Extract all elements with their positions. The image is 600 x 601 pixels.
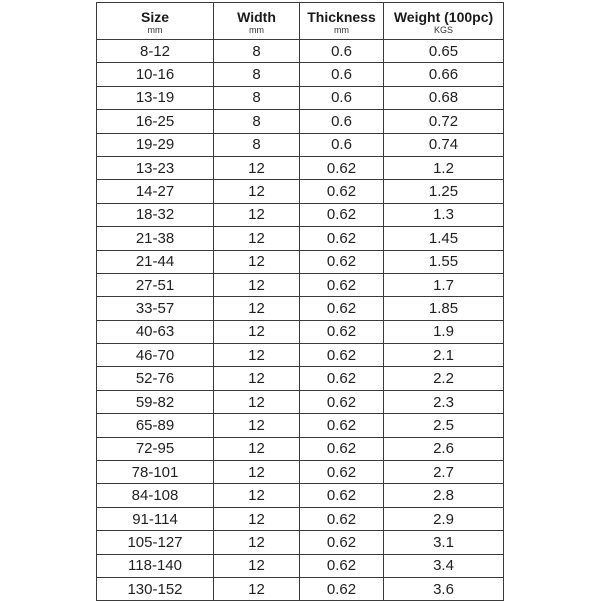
size-cell: 21-38 — [97, 227, 214, 250]
size-cell: 52-76 — [97, 367, 214, 390]
width-cell: 12 — [214, 320, 300, 343]
thickness-cell: 0.62 — [300, 203, 384, 226]
thickness-cell: 0.62 — [300, 484, 384, 507]
size-cell: 18-32 — [97, 203, 214, 226]
weight-cell: 3.1 — [384, 531, 504, 554]
weight-cell: 2.3 — [384, 390, 504, 413]
thickness-cell: 0.62 — [300, 320, 384, 343]
width-cell: 8 — [214, 133, 300, 156]
table-row — [97, 484, 504, 507]
table-row — [97, 273, 504, 296]
thickness-cell: 0.6 — [300, 86, 384, 109]
table-row — [97, 461, 504, 484]
table-row — [97, 344, 504, 367]
size-cell: 46-70 — [97, 344, 214, 367]
table-row — [97, 320, 504, 343]
thickness-cell: 0.62 — [300, 414, 384, 437]
width-cell: 12 — [214, 203, 300, 226]
thickness-cell: 0.6 — [300, 63, 384, 86]
weight-cell: 2.1 — [384, 344, 504, 367]
weight-cell: 0.72 — [384, 110, 504, 133]
size-cell: 84-108 — [97, 484, 214, 507]
size-cell: 65-89 — [97, 414, 214, 437]
size-cell: 105-127 — [97, 531, 214, 554]
width-cell: 12 — [214, 577, 300, 600]
thickness-cell: 0.6 — [300, 133, 384, 156]
header-row — [97, 3, 504, 40]
table-row — [97, 180, 504, 203]
weight-cell: 3.6 — [384, 577, 504, 600]
table-row — [97, 507, 504, 530]
size-cell: 19-29 — [97, 133, 214, 156]
weight-cell: 2.9 — [384, 507, 504, 530]
header-width — [214, 3, 300, 40]
table-row — [97, 437, 504, 460]
weight-cell: 2.7 — [384, 461, 504, 484]
width-cell: 12 — [214, 344, 300, 367]
size-cell: 10-16 — [97, 63, 214, 86]
size-cell: 33-57 — [97, 297, 214, 320]
width-cell: 12 — [214, 367, 300, 390]
width-cell: 12 — [214, 156, 300, 179]
table-row — [97, 133, 504, 156]
weight-cell: 1.9 — [384, 320, 504, 343]
size-cell: 13-23 — [97, 156, 214, 179]
header-width-title: Width — [237, 8, 276, 25]
table-row — [97, 227, 504, 250]
table-row — [97, 531, 504, 554]
weight-cell: 2.2 — [384, 367, 504, 390]
weight-cell: 1.3 — [384, 203, 504, 226]
thickness-cell: 0.62 — [300, 180, 384, 203]
thickness-cell: 0.62 — [300, 273, 384, 296]
table-row — [97, 156, 504, 179]
thickness-cell: 0.62 — [300, 250, 384, 273]
table-row — [97, 63, 504, 86]
width-cell: 8 — [214, 110, 300, 133]
header-size-unit: mm — [147, 24, 163, 35]
width-cell: 8 — [214, 63, 300, 86]
table-header — [97, 3, 504, 40]
weight-cell: 1.55 — [384, 250, 504, 273]
weight-cell: 0.74 — [384, 133, 504, 156]
table-row — [97, 297, 504, 320]
thickness-cell: 0.6 — [300, 110, 384, 133]
size-cell: 130-152 — [97, 577, 214, 600]
thickness-cell: 0.62 — [300, 577, 384, 600]
size-cell: 16-25 — [97, 110, 214, 133]
size-cell: 78-101 — [97, 461, 214, 484]
size-cell: 13-19 — [97, 86, 214, 109]
size-cell: 91-114 — [97, 507, 214, 530]
table-row — [97, 40, 504, 63]
table-row — [97, 367, 504, 390]
thickness-cell: 0.62 — [300, 227, 384, 250]
thickness-cell: 0.62 — [300, 461, 384, 484]
width-cell: 12 — [214, 531, 300, 554]
thickness-cell: 0.62 — [300, 367, 384, 390]
table-row — [97, 86, 504, 109]
table-row — [97, 414, 504, 437]
weight-cell: 0.66 — [384, 63, 504, 86]
header-width-unit: mm — [249, 24, 264, 35]
width-cell: 12 — [214, 250, 300, 273]
width-cell: 12 — [214, 227, 300, 250]
size-cell: 21-44 — [97, 250, 214, 273]
header-weight-title: Weight (100pc) — [393, 8, 494, 25]
table-row — [97, 390, 504, 413]
thickness-cell: 0.6 — [300, 40, 384, 63]
thickness-cell: 0.62 — [300, 344, 384, 367]
width-cell: 12 — [214, 461, 300, 484]
table-row — [97, 203, 504, 226]
table-row — [97, 577, 504, 600]
table-row — [97, 110, 504, 133]
table-row — [97, 250, 504, 273]
weight-cell: 0.65 — [384, 40, 504, 63]
width-cell: 12 — [214, 273, 300, 296]
width-cell: 12 — [214, 180, 300, 203]
header-thickness — [300, 3, 384, 40]
header-thickness-title: Thickness — [307, 8, 376, 25]
thickness-cell: 0.62 — [300, 554, 384, 577]
width-cell: 12 — [214, 437, 300, 460]
weight-cell: 1.25 — [384, 180, 504, 203]
width-cell: 12 — [214, 414, 300, 437]
width-cell: 8 — [214, 40, 300, 63]
header-weight-unit: KGS — [433, 24, 453, 35]
size-cell: 40-63 — [97, 320, 214, 343]
weight-cell: 2.6 — [384, 437, 504, 460]
header-weight — [384, 3, 504, 40]
weight-cell: 1.45 — [384, 227, 504, 250]
thickness-cell: 0.62 — [300, 156, 384, 179]
width-cell: 12 — [214, 507, 300, 530]
weight-cell: 1.2 — [384, 156, 504, 179]
thickness-cell: 0.62 — [300, 390, 384, 413]
weight-cell: 1.85 — [384, 297, 504, 320]
header-size-title: Size — [140, 8, 169, 25]
spec-table — [96, 2, 504, 601]
thickness-cell: 0.62 — [300, 437, 384, 460]
size-cell: 14-27 — [97, 180, 214, 203]
thickness-cell: 0.62 — [300, 507, 384, 530]
size-cell: 59-82 — [97, 390, 214, 413]
width-cell: 12 — [214, 390, 300, 413]
weight-cell: 2.8 — [384, 484, 504, 507]
table-row — [97, 554, 504, 577]
width-cell: 8 — [214, 86, 300, 109]
thickness-cell: 0.62 — [300, 297, 384, 320]
width-cell: 12 — [214, 297, 300, 320]
thickness-cell: 0.62 — [300, 531, 384, 554]
header-thickness-unit: mm — [334, 24, 349, 35]
weight-cell: 0.68 — [384, 86, 504, 109]
table-body — [97, 40, 504, 601]
header-size — [97, 3, 214, 40]
size-cell: 8-12 — [97, 40, 214, 63]
weight-cell: 3.4 — [384, 554, 504, 577]
size-cell: 27-51 — [97, 273, 214, 296]
weight-cell: 1.7 — [384, 273, 504, 296]
size-cell: 118-140 — [97, 554, 214, 577]
size-cell: 72-95 — [97, 437, 214, 460]
weight-cell: 2.5 — [384, 414, 504, 437]
width-cell: 12 — [214, 554, 300, 577]
width-cell: 12 — [214, 484, 300, 507]
